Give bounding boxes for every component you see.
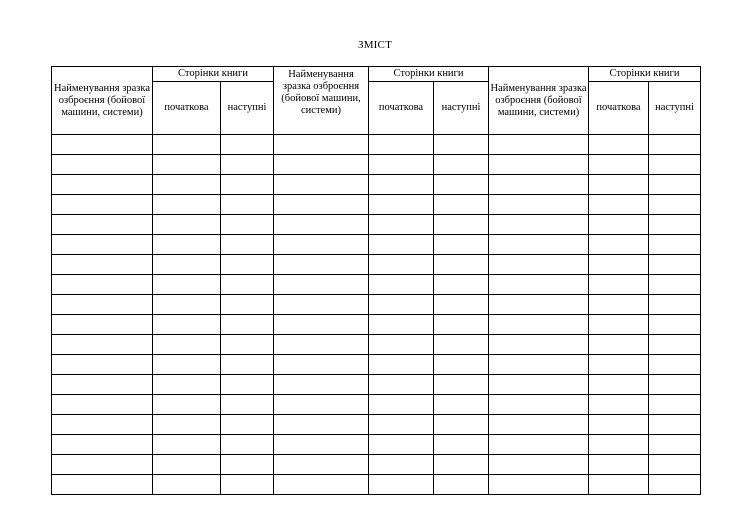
start-page-cell[interactable] (589, 415, 649, 435)
table-row (52, 315, 701, 335)
start-page-cell[interactable] (153, 295, 221, 315)
next-pages-cell[interactable] (221, 415, 274, 435)
next-pages-cell[interactable] (221, 235, 274, 255)
start-page-cell[interactable] (589, 355, 649, 375)
start-page-cell[interactable] (153, 235, 221, 255)
start-page-cell[interactable] (369, 315, 434, 335)
next-pages-cell[interactable] (649, 315, 701, 335)
next-pages-cell[interactable] (434, 475, 489, 495)
start-page-cell[interactable] (589, 155, 649, 175)
header-row-top (52, 67, 701, 82)
name-cell[interactable] (489, 415, 589, 435)
name-cell[interactable] (489, 155, 589, 175)
start-page-cell[interactable] (153, 215, 221, 235)
name-cell[interactable] (489, 135, 589, 155)
next-pages-cell[interactable] (434, 315, 489, 335)
next-pages-cell[interactable] (649, 335, 701, 355)
name-cell[interactable] (489, 235, 589, 255)
start-page-cell[interactable] (153, 275, 221, 295)
name-cell[interactable] (274, 415, 369, 435)
start-page-header: початкова (369, 82, 434, 135)
name-cell[interactable] (274, 355, 369, 375)
start-page-cell[interactable] (153, 415, 221, 435)
next-pages-cell[interactable] (649, 295, 701, 315)
table-row (52, 175, 701, 195)
start-page-header: початкова (589, 82, 649, 135)
name-cell[interactable] (274, 295, 369, 315)
name-cell[interactable] (52, 435, 153, 455)
start-page-cell[interactable] (153, 475, 221, 495)
next-pages-cell[interactable] (221, 155, 274, 175)
next-pages-cell[interactable] (221, 255, 274, 275)
start-page-cell[interactable] (369, 475, 434, 495)
table-row (52, 155, 701, 175)
next-pages-cell[interactable] (221, 195, 274, 215)
name-cell[interactable] (52, 415, 153, 435)
next-pages-cell[interactable] (434, 195, 489, 215)
start-page-cell[interactable] (153, 335, 221, 355)
name-cell[interactable] (274, 195, 369, 215)
page-title: ЗМІСТ (357, 39, 392, 51)
start-page-cell[interactable] (369, 435, 434, 455)
next-pages-cell[interactable] (434, 335, 489, 355)
next-pages-cell[interactable] (434, 375, 489, 395)
start-page-cell[interactable] (153, 175, 221, 195)
start-page-cell[interactable] (589, 335, 649, 355)
weapon-name-header: Найменування зразка озброєння (бойової машини, системи) (274, 67, 369, 135)
start-page-cell[interactable] (589, 375, 649, 395)
next-pages-cell[interactable] (434, 295, 489, 315)
next-pages-cell[interactable] (434, 175, 489, 195)
next-pages-cell[interactable] (649, 375, 701, 395)
name-cell[interactable] (489, 175, 589, 195)
start-page-cell[interactable] (153, 255, 221, 275)
next-pages-cell[interactable] (221, 275, 274, 295)
contents-table (51, 66, 701, 495)
next-pages-cell[interactable] (434, 395, 489, 415)
name-cell[interactable] (489, 195, 589, 215)
start-page-cell[interactable] (369, 375, 434, 395)
name-cell[interactable] (52, 375, 153, 395)
start-page-cell[interactable] (153, 195, 221, 215)
start-page-cell[interactable] (589, 195, 649, 215)
next-pages-cell[interactable] (221, 135, 274, 155)
next-pages-cell[interactable] (434, 435, 489, 455)
name-cell[interactable] (489, 315, 589, 335)
name-cell[interactable] (274, 395, 369, 415)
start-page-cell[interactable] (589, 215, 649, 235)
book-pages-header: Сторінки книги (153, 67, 274, 82)
name-cell[interactable] (52, 175, 153, 195)
name-cell[interactable] (274, 215, 369, 235)
name-cell[interactable] (274, 335, 369, 355)
next-pages-cell[interactable] (649, 415, 701, 435)
start-page-cell[interactable] (153, 135, 221, 155)
book-pages-header: Сторінки книги (589, 67, 701, 82)
next-pages-header: наступні (649, 82, 701, 135)
start-page-cell[interactable] (369, 155, 434, 175)
table-row (52, 135, 701, 155)
next-pages-header: наступні (434, 82, 489, 135)
start-page-cell[interactable] (589, 395, 649, 415)
table-row (52, 455, 701, 475)
start-page-cell[interactable] (589, 275, 649, 295)
next-pages-cell[interactable] (649, 135, 701, 155)
start-page-cell[interactable] (589, 435, 649, 455)
start-page-header: початкова (153, 82, 221, 135)
next-pages-cell[interactable] (221, 395, 274, 415)
table-row (52, 295, 701, 315)
next-pages-cell[interactable] (649, 475, 701, 495)
start-page-cell[interactable] (589, 255, 649, 275)
next-pages-cell[interactable] (221, 215, 274, 235)
next-pages-cell[interactable] (649, 255, 701, 275)
name-cell[interactable] (52, 235, 153, 255)
start-page-cell[interactable] (369, 255, 434, 275)
next-pages-cell[interactable] (649, 355, 701, 375)
next-pages-cell[interactable] (434, 275, 489, 295)
start-page-cell[interactable] (153, 395, 221, 415)
weapon-name-header: Найменування зразка озброєння (бойової машини, системи) (52, 67, 153, 135)
name-cell[interactable] (489, 375, 589, 395)
name-cell[interactable] (52, 395, 153, 415)
name-cell[interactable] (489, 335, 589, 355)
table-row (52, 415, 701, 435)
name-cell[interactable] (52, 455, 153, 475)
next-pages-cell[interactable] (434, 135, 489, 155)
name-cell[interactable] (489, 355, 589, 375)
start-page-cell[interactable] (369, 215, 434, 235)
name-cell[interactable] (52, 135, 153, 155)
next-pages-cell[interactable] (649, 215, 701, 235)
next-pages-cell[interactable] (649, 235, 701, 255)
table-row (52, 255, 701, 275)
name-cell[interactable] (274, 435, 369, 455)
next-pages-cell[interactable] (434, 415, 489, 435)
table-row (52, 335, 701, 355)
name-cell[interactable] (52, 295, 153, 315)
book-pages-header: Сторінки книги (369, 67, 489, 82)
name-cell[interactable] (489, 255, 589, 275)
name-cell[interactable] (274, 275, 369, 295)
start-page-cell[interactable] (369, 395, 434, 415)
table-row (52, 275, 701, 295)
table-row (52, 375, 701, 395)
start-page-cell[interactable] (589, 475, 649, 495)
name-cell[interactable] (52, 355, 153, 375)
start-page-cell[interactable] (589, 295, 649, 315)
name-cell[interactable] (52, 475, 153, 495)
name-cell[interactable] (52, 275, 153, 295)
next-pages-cell[interactable] (221, 455, 274, 475)
start-page-cell[interactable] (369, 415, 434, 435)
name-cell[interactable] (52, 215, 153, 235)
next-pages-cell[interactable] (221, 375, 274, 395)
weapon-name-header: Найменування зразка озброєння (бойової машини, системи) (489, 67, 589, 135)
table-body (52, 135, 701, 495)
start-page-cell[interactable] (153, 375, 221, 395)
next-pages-cell[interactable] (649, 195, 701, 215)
start-page-cell[interactable] (369, 235, 434, 255)
start-page-cell[interactable] (369, 175, 434, 195)
start-page-cell[interactable] (589, 235, 649, 255)
name-cell[interactable] (489, 295, 589, 315)
name-cell[interactable] (274, 315, 369, 335)
start-page-cell[interactable] (589, 175, 649, 195)
next-pages-cell[interactable] (221, 355, 274, 375)
next-pages-cell[interactable] (221, 335, 274, 355)
next-pages-cell[interactable] (649, 395, 701, 415)
next-pages-cell[interactable] (221, 475, 274, 495)
start-page-cell[interactable] (369, 455, 434, 475)
start-page-cell[interactable] (153, 315, 221, 335)
start-page-cell[interactable] (153, 455, 221, 475)
next-pages-cell[interactable] (221, 295, 274, 315)
table-row (52, 195, 701, 215)
start-page-cell[interactable] (153, 435, 221, 455)
next-pages-cell[interactable] (434, 235, 489, 255)
table-row (52, 355, 701, 375)
start-page-cell[interactable] (369, 295, 434, 315)
start-page-cell[interactable] (369, 275, 434, 295)
name-cell[interactable] (52, 195, 153, 215)
start-page-cell[interactable] (589, 455, 649, 475)
name-cell[interactable] (489, 475, 589, 495)
name-cell[interactable] (52, 155, 153, 175)
name-cell[interactable] (52, 255, 153, 275)
name-cell[interactable] (489, 275, 589, 295)
name-cell[interactable] (489, 215, 589, 235)
start-page-cell[interactable] (369, 195, 434, 215)
table-row (52, 235, 701, 255)
table-row (52, 395, 701, 415)
next-pages-cell[interactable] (649, 275, 701, 295)
next-pages-cell[interactable] (649, 455, 701, 475)
next-pages-header: наступні (221, 82, 274, 135)
table-row (52, 215, 701, 235)
next-pages-cell[interactable] (221, 175, 274, 195)
start-page-cell[interactable] (589, 135, 649, 155)
name-cell[interactable] (274, 375, 369, 395)
next-pages-cell[interactable] (221, 315, 274, 335)
name-cell[interactable] (274, 255, 369, 275)
next-pages-cell[interactable] (649, 155, 701, 175)
start-page-cell[interactable] (369, 135, 434, 155)
table-row (52, 475, 701, 495)
start-page-cell[interactable] (369, 335, 434, 355)
start-page-cell[interactable] (153, 155, 221, 175)
table-row (52, 435, 701, 455)
name-cell[interactable] (489, 435, 589, 455)
name-cell[interactable] (52, 315, 153, 335)
name-cell[interactable] (274, 235, 369, 255)
name-cell[interactable] (274, 175, 369, 195)
name-cell[interactable] (274, 155, 369, 175)
name-cell[interactable] (274, 135, 369, 155)
name-cell[interactable] (274, 455, 369, 475)
next-pages-cell[interactable] (434, 215, 489, 235)
next-pages-cell[interactable] (649, 175, 701, 195)
start-page-cell[interactable] (153, 355, 221, 375)
next-pages-cell[interactable] (434, 155, 489, 175)
next-pages-cell[interactable] (649, 435, 701, 455)
next-pages-cell[interactable] (221, 435, 274, 455)
start-page-cell[interactable] (369, 355, 434, 375)
name-cell[interactable] (489, 455, 589, 475)
name-cell[interactable] (489, 395, 589, 415)
start-page-cell[interactable] (589, 315, 649, 335)
next-pages-cell[interactable] (434, 455, 489, 475)
next-pages-cell[interactable] (434, 255, 489, 275)
next-pages-cell[interactable] (434, 355, 489, 375)
name-cell[interactable] (274, 475, 369, 495)
name-cell[interactable] (52, 335, 153, 355)
